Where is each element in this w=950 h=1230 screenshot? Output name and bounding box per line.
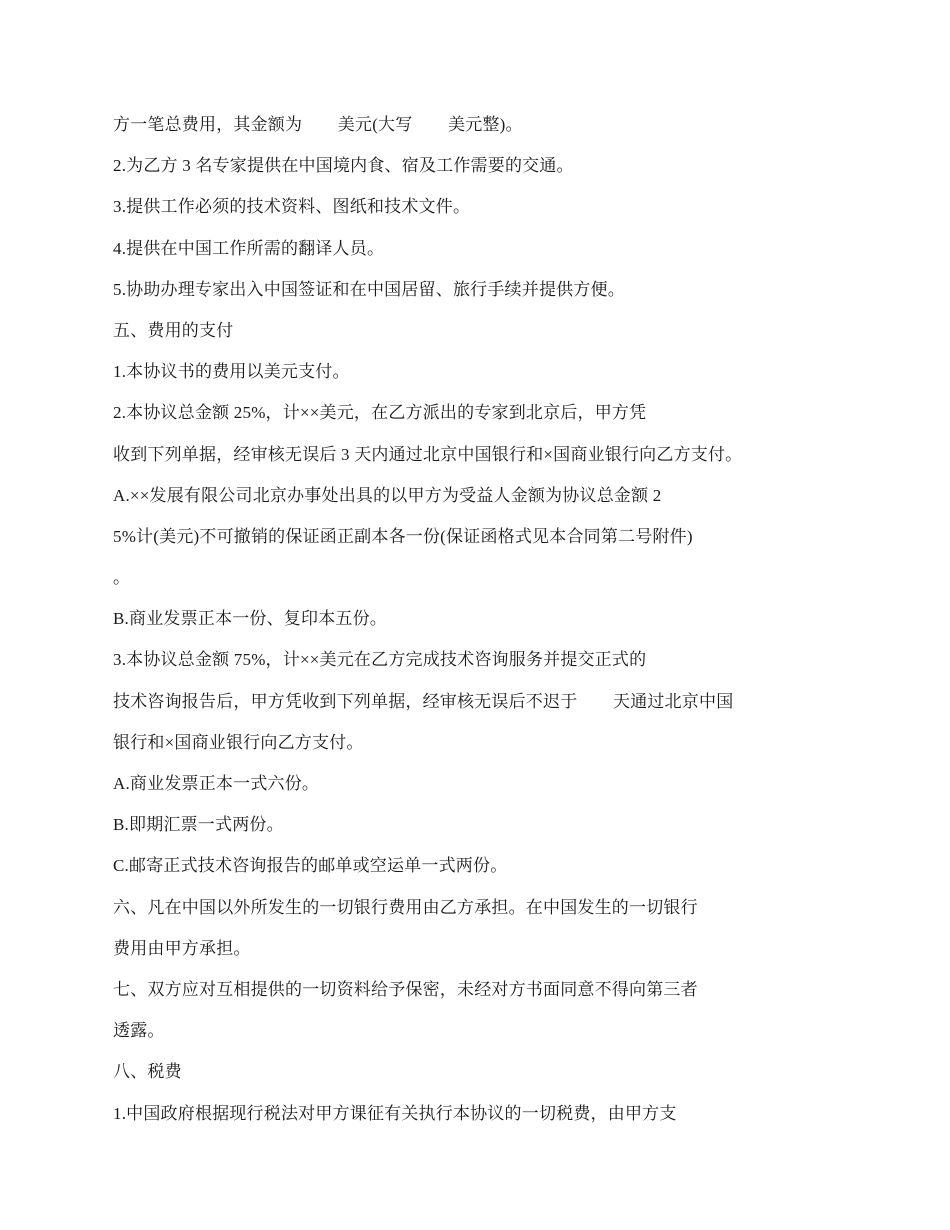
text-line: 方一笔总费用，其金额为 美元(大写 美元整)。 <box>113 115 523 134</box>
text-line: 1.中国政府根据现行税法对甲方课征有关执行本协议的一切税费，由甲方支 <box>113 1103 677 1123</box>
text-line: 3.提供工作必须的技术资料、图纸和技术文件。 <box>113 197 471 217</box>
text-line: 1.本协议书的费用以美元支付。 <box>113 362 350 382</box>
text-line: 透露。 <box>113 1021 165 1041</box>
text-line: A.××发展有限公司北京办事处出具的以甲方为受益人金额为协议总金额 2 <box>113 485 662 505</box>
text-line: 。 <box>113 568 131 588</box>
section-heading: 六、凡在中国以外所发生的一切银行费用由乙方承担。在中国发生的一切银行 <box>113 897 698 917</box>
text-line: 费用由甲方承担。 <box>113 938 251 958</box>
section-heading: 八、税费 <box>113 1062 182 1082</box>
text-line: 收到下列单据，经审核无误后 3 天内通过北京中国银行和×国商业银行向乙方支付。 <box>113 444 743 464</box>
text-line: A.商业发票正本一式六份。 <box>113 774 320 793</box>
text-line: 2.为乙方 3 名专家提供在中国境内食、宿及工作需要的交通。 <box>113 156 574 176</box>
text-line: 银行和×国商业银行向乙方支付。 <box>113 732 364 752</box>
text-line: 5%计(美元)不可撤销的保证函正副本各一份(保证函格式见本合同第二号附件) <box>113 526 693 546</box>
text-line: B.即期汇票一式两份。 <box>113 815 284 835</box>
section-heading: 五、费用的支付 <box>113 320 234 340</box>
text-line: 5.协助办理专家出入中国签证和在中国居留、旅行手续并提供方便。 <box>113 279 625 299</box>
text-line: C.邮寄正式技术咨询报告的邮单或空运单一式两份。 <box>113 856 508 876</box>
section-heading: 七、双方应对互相提供的一切资料给予保密，未经对方书面同意不得向第三者 <box>113 979 698 999</box>
document-body <box>113 108 813 1138</box>
text-line: B.商业发票正本一份、复印本五份。 <box>113 609 387 629</box>
text-line: 技术咨询报告后，甲方凭收到下列单据，经审核无误后不迟于 天通过北京中国 <box>113 691 734 711</box>
text-line: 4.提供在中国工作所需的翻译人员。 <box>113 238 385 258</box>
text-line: 3.本协议总金额 75%，计××美元在乙方完成技术咨询服务并提交正式的 <box>113 650 647 670</box>
text-line: 2.本协议总金额 25%，计××美元，在乙方派出的专家到北京后，甲方凭 <box>113 403 647 423</box>
